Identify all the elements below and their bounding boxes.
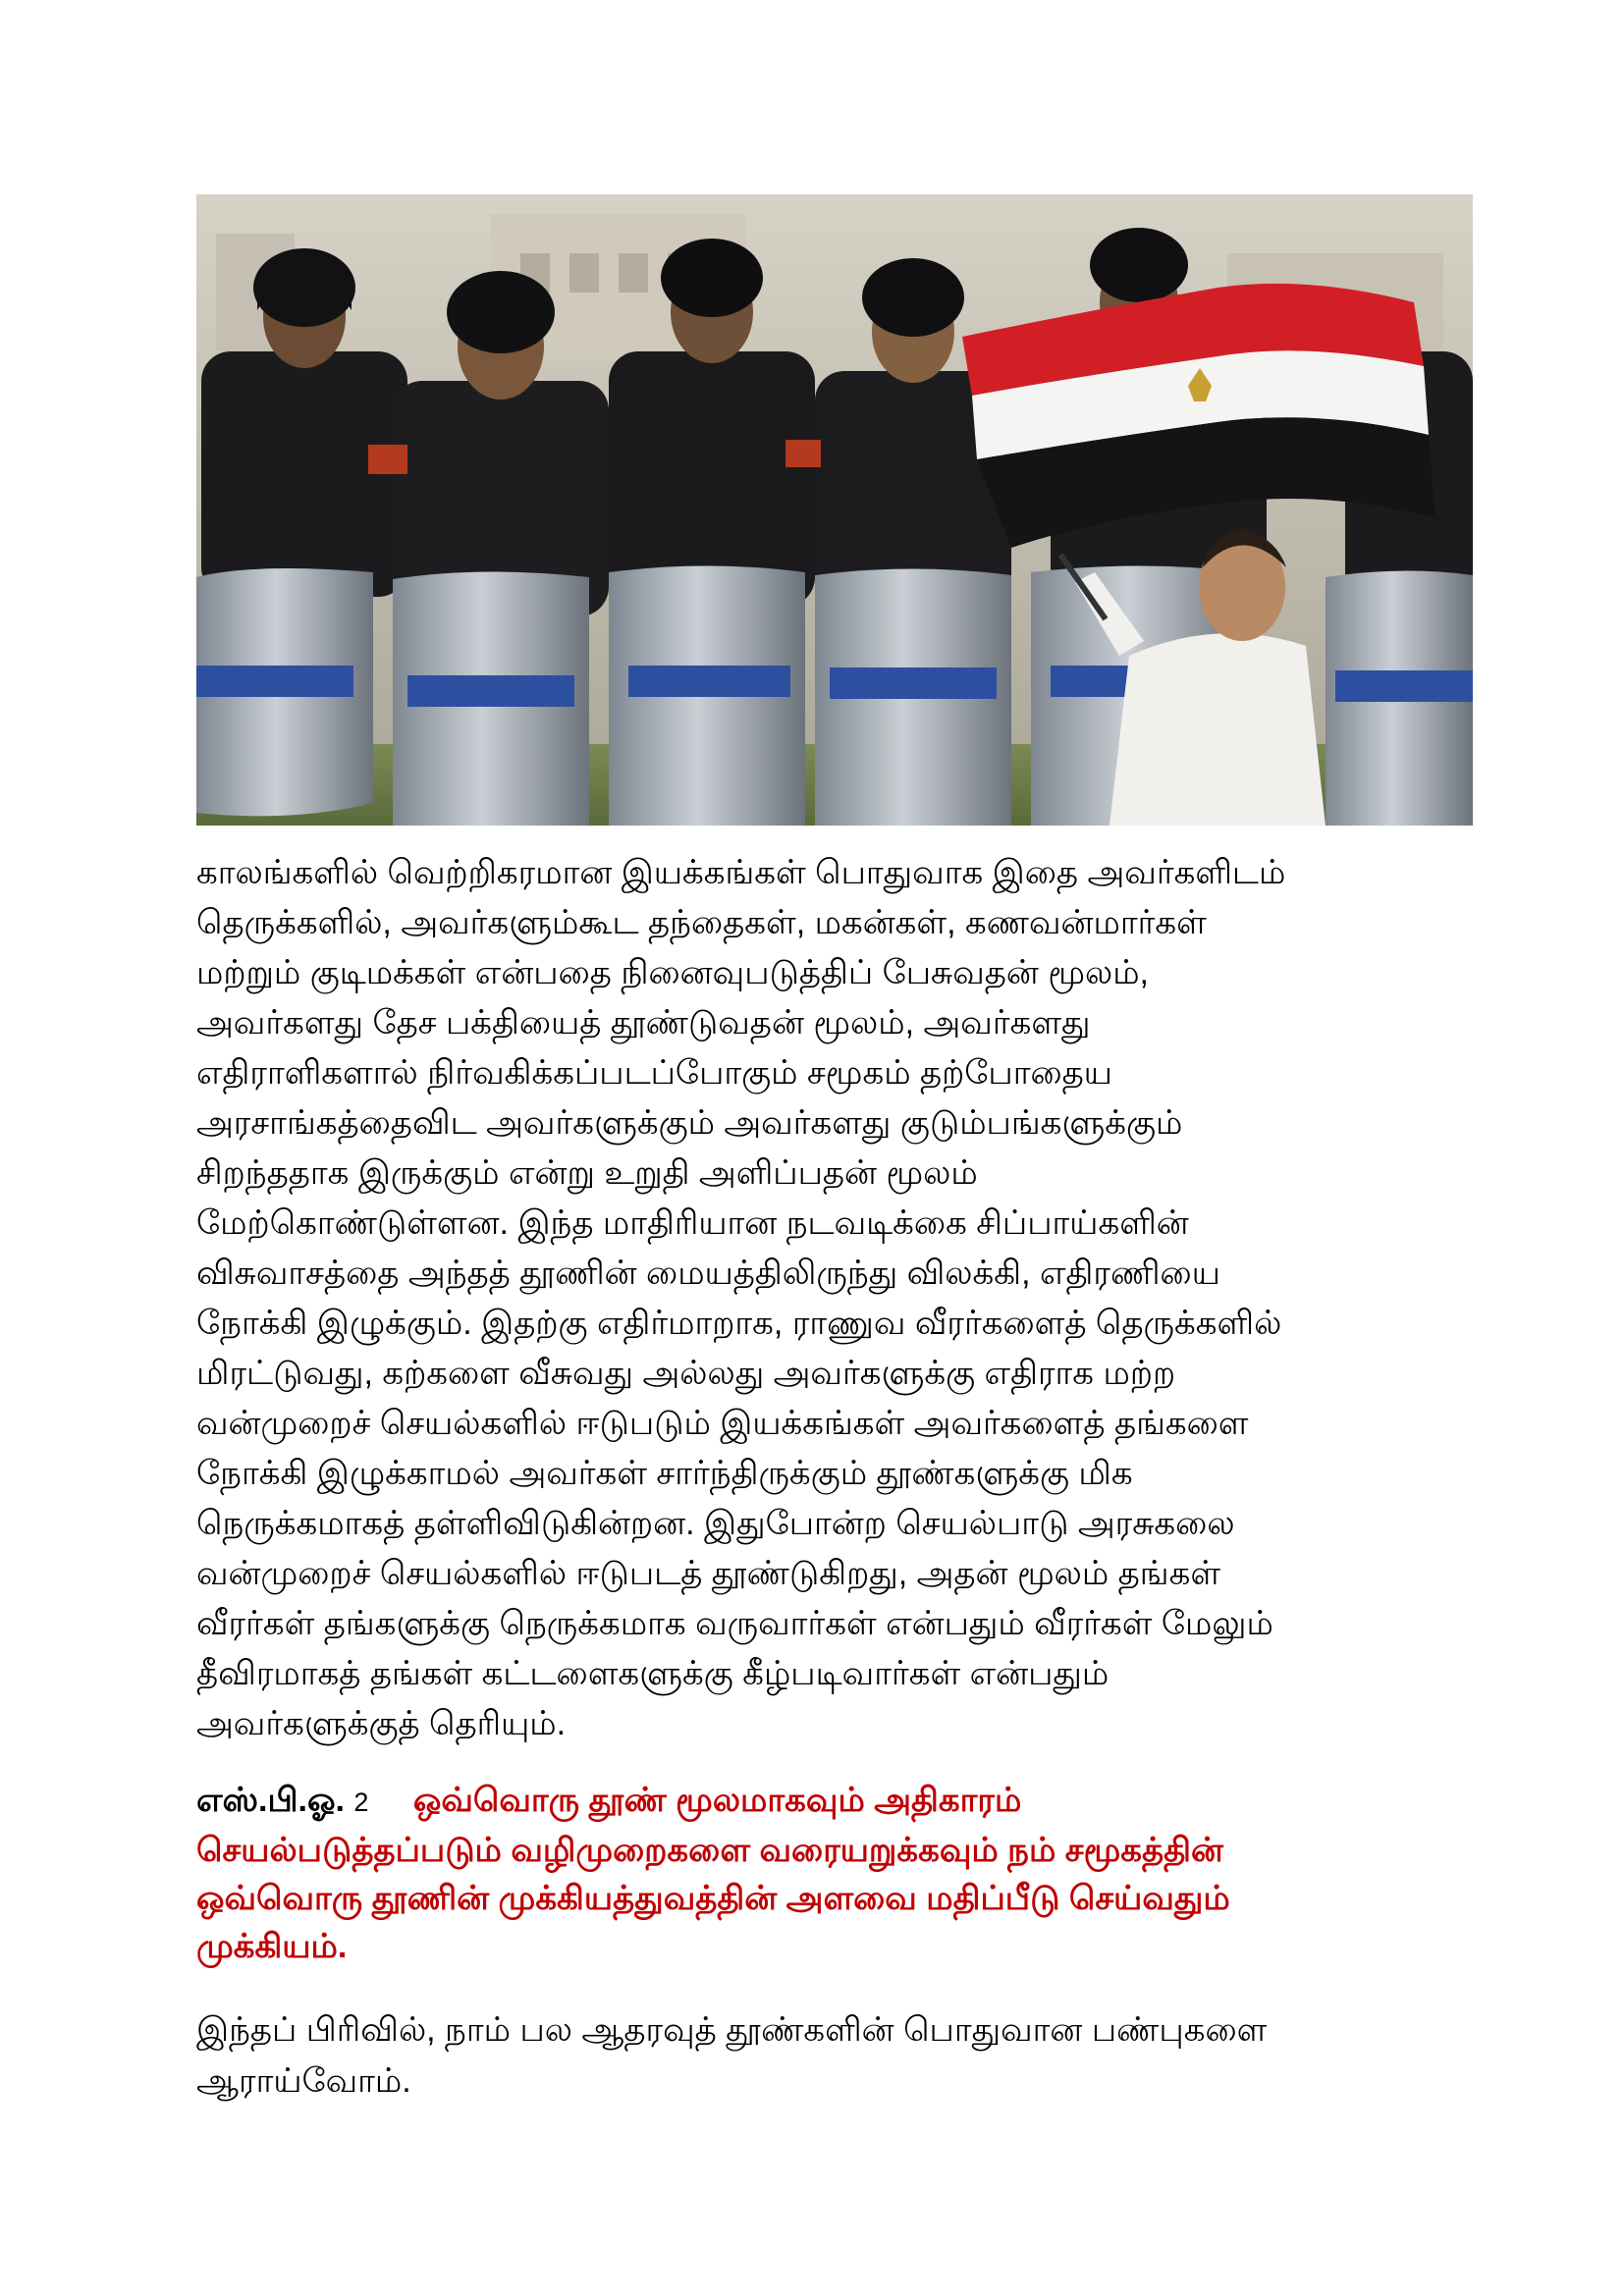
closing-line: ஆராய்வோம். <box>196 2062 411 2100</box>
protest-photo-illustration <box>196 194 1473 826</box>
body-line: அவர்களுக்குத் தெரியும். <box>196 1705 567 1742</box>
body-line: மிரட்டுவது, கற்களை வீசுவது அல்லது அவர்களுக்கு எதிராக மற்ற <box>196 1355 1176 1392</box>
spo-heading-line <box>196 1777 1473 1827</box>
spo-text: ஒவ்வொரு தூணின் முக்கியத்துவத்தின் அளவை மதிப்பீடு செய்வதும் <box>196 1880 1230 1917</box>
body-line: சிறந்ததாக இருக்கும் என்று உறுதி அளிப்பதன் மூலம் <box>196 1154 978 1192</box>
protest-photo <box>196 194 1473 826</box>
body-line: காலங்களில் வெற்றிகரமான இயக்கங்கள் பொதுவாக இதை அவர்களிடம் <box>196 854 1286 891</box>
spo-number: 2 <box>353 1788 369 1817</box>
spo-text: ஒவ்வொரு தூண் மூலமாகவும் அதிகாரம் <box>412 1782 1022 1819</box>
body-line: மேற்கொண்டுள்ளன. இந்த மாதிரியான நடவடிக்கை சிப்பாய்களின் <box>196 1204 1189 1242</box>
body-line: நெருக்கமாகத் தள்ளிவிடுகின்றன. இதுபோன்ற செயல்பாடு அரசுகலை <box>196 1505 1235 1542</box>
body-line: அவர்களது தேச பக்தியைத் தூண்டுவதன் மூலம், அவர்களது <box>196 1004 1091 1041</box>
body-line: நோக்கி இழுக்கும். இதற்கு எதிர்மாறாக, ராணுவ வீரர்களைத் தெருக்களில் <box>196 1305 1282 1342</box>
body-line: தெருக்களில், அவர்களும்கூட தந்தைகள், மகன்கள், கணவன்மார்கள் <box>196 904 1207 941</box>
spo-label: எஸ்.பி.ஓ. <box>196 1782 345 1819</box>
body-paragraph <box>196 848 1473 1749</box>
body-line: வன்முறைச் செயல்களில் ஈடுபடத் தூண்டுகிறது, அதன் மூலம் தங்கள் <box>196 1555 1220 1592</box>
body-line: தீவிரமாகத் தங்கள் கட்டளைகளுக்கு கீழ்படிவார்கள் என்பதும் <box>196 1655 1110 1692</box>
closing-paragraph <box>196 2004 1473 2107</box>
body-line: மற்றும் குடிமக்கள் என்பதை நினைவுபடுத்திப் பேசுவதன் மூலம், <box>196 954 1149 991</box>
body-line: அரசாங்கத்தைவிட அவர்களுக்கும் அவர்களது குடும்பங்களுக்கும் <box>196 1104 1183 1142</box>
body-line: நோக்கி இழுக்காமல் அவர்கள் சார்ந்திருக்கும் தூண்களுக்கு மிக <box>196 1455 1133 1492</box>
body-line: வீரர்கள் தங்களுக்கு நெருக்கமாக வருவார்கள் என்பதும் வீரர்கள் மேலும் <box>196 1605 1273 1642</box>
body-line: வன்முறைச் செயல்களில் ஈடுபடும் இயக்கங்கள் அவர்களைத் தங்களை <box>196 1405 1249 1442</box>
spo-text: முக்கியம். <box>196 1928 348 1965</box>
closing-line: இந்தப் பிரிவில், நாம் பல ஆதரவுத் தூண்களின் பொதுவான பண்புகளை <box>196 2011 1268 2049</box>
body-line: எதிராளிகளால் நிர்வகிக்கப்படப்போகும் சமூகம் தற்போதைய <box>196 1054 1112 1092</box>
spo-text: செயல்படுத்தப்படும் வழிமுறைகளை வரையறுக்கவும் நம் சமூகத்தின் <box>196 1832 1223 1869</box>
spo-heading <box>196 1777 1473 1971</box>
body-line: விசுவாசத்தை அந்தத் தூணின் மையத்திலிருந்து விலக்கி, எதிரணியை <box>196 1255 1220 1292</box>
